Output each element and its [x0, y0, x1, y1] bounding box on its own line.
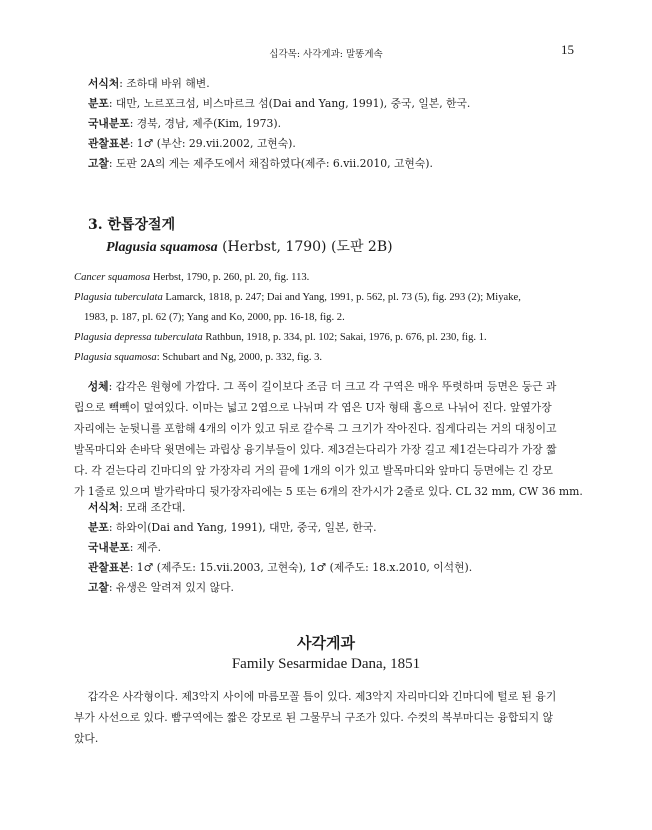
species-sci-line — [106, 236, 393, 256]
domestic-text: : 경북, 경남, 제주(Kim, 1973). — [129, 117, 282, 130]
prev-species-info — [88, 74, 588, 174]
remarks-text: : 유생은 알려져 있지 않다. — [108, 581, 234, 594]
remarks-line — [88, 578, 588, 598]
species-sci-name: Plagusia squamosa — [106, 240, 218, 255]
distribution-text: : 하와이(Dai and Yang, 1991), 대만, 중국, 일본, 한국. — [108, 521, 377, 534]
distribution-line — [88, 94, 588, 114]
habitat-label: 서식처 — [88, 501, 120, 514]
specimens-label: 관찰표본 — [88, 137, 130, 150]
synonym-entry — [74, 268, 594, 288]
synonym-ref: Lamarck, 1818, p. 247; Dai and Yang, 1991, p. 562, pl. 73 (5), fig. 293 (2); Miyake, — [162, 292, 521, 303]
intro-line: 부가 사선으로 있다. 빰구역에는 짧은 강모로 된 그물무늬 구조가 있다. 수컷의 복부마디는 융합되지 않 — [74, 711, 554, 724]
synonym-name: Cancer squamosa — [74, 272, 151, 283]
description-text: : 갑각은 원형에 가깝다. 그 폭이 길이보다 조금 더 크고 각 구역은 매우 뚜렷하며 등면은 둥근 과 — [108, 380, 557, 393]
habitat-label: 서식처 — [88, 77, 120, 90]
family-intro-paragraph — [74, 686, 588, 749]
species-number-title: 3. 한톱장절게 — [88, 217, 176, 233]
synonym-entry — [74, 288, 594, 308]
distribution-label: 분포 — [88, 521, 109, 534]
description-line: 다. 각 걷는다리 긴마디의 앞 가장자리 거의 끝에 1개의 이가 있고 발목마디와 앞마디 등면에는 긴 강모 — [74, 464, 553, 477]
description-line: 자리에는 눈뒷니를 포함해 4개의 이가 있고 뒤로 갈수록 그 크기가 작아진다. 집게다리는 거의 대칭이고 — [74, 422, 557, 435]
domestic-label: 국내분포 — [88, 541, 130, 554]
distribution-label: 분포 — [88, 97, 109, 110]
intro-line: 았다. — [74, 732, 99, 745]
habitat-line — [88, 74, 588, 94]
habitat-text: : 조하대 바위 해변. — [119, 77, 210, 90]
remarks-label: 고찰 — [88, 157, 109, 170]
description-label: 성체 — [87, 380, 109, 393]
remarks-label: 고찰 — [88, 581, 109, 594]
domestic-line — [88, 538, 588, 558]
species-heading — [88, 214, 393, 255]
synonym-ref: Rathbun, 1918, p. 334, pl. 102; Sakai, 1976, p. 676, pl. 230, fig. 1. — [202, 332, 487, 343]
specimens-text: : 1♂ (제주도: 15.vii.2003, 고현숙), 1♂ (제주도: 18.x.2010, 이석현). — [129, 561, 473, 574]
synonym-name: Plagusia squamosa — [74, 352, 157, 363]
family-name-ko: 사각게과 — [297, 634, 355, 652]
synonym-name: Plagusia tuberculata — [74, 292, 163, 303]
description-line: 립으로 빽빽이 덮여있다. 이마는 넓고 2엽으로 나뉘며 각 엽은 U자 형태 홈으로 나뉘어 진다. 앞옆가장 — [74, 401, 552, 414]
domestic-text: : 제주. — [129, 541, 162, 554]
family-name-en: Family Sesarmidae Dana, 1851 — [231, 656, 421, 672]
specimens-label: 관찰표본 — [88, 561, 130, 574]
synonym-entry — [74, 348, 594, 368]
specimens-line — [88, 134, 588, 154]
habitat-text: : 모래 조간대. — [119, 501, 186, 514]
domestic-label: 국내분포 — [88, 117, 130, 130]
synonym-entry — [74, 328, 594, 348]
synonym-name: Plagusia depressa tuberculata — [74, 332, 203, 343]
remarks-line — [88, 154, 588, 174]
species-authority: (Herbst, 1790) (도판 2B) — [217, 239, 393, 255]
species-info — [88, 498, 588, 598]
description-line: 발목마디와 손바닥 윗면에는 과립상 융기부들이 있다. 제3걷는다리가 가장 길고 제1걷는다리가 가장 짧 — [74, 443, 557, 456]
remarks-text: : 도판 2A의 게는 제주도에서 채집하였다(제주: 6.vii.2010, 고현숙). — [108, 157, 433, 170]
intro-text: 갑각은 사각형이다. 제3악지 사이에 마름모꼴 틈이 있다. 제3악지 자리마디와 긴마디에 털로 된 융기 — [87, 690, 557, 703]
synonymy-list — [74, 268, 594, 368]
synonym-ref: Herbst, 1790, p. 260, pl. 20, fig. 113. — [150, 272, 310, 283]
specimens-text: : 1♂ (부산: 29.vii.2002, 고현숙). — [129, 137, 296, 150]
distribution-line — [88, 518, 588, 538]
intro-line — [74, 686, 588, 707]
synonym-continuation: 1983, p. 187, pl. 62 (7); Yang and Ko, 2000, pp. 16-18, fig. 2. — [84, 312, 345, 323]
specimens-line — [88, 558, 588, 578]
running-head-title: 십각목: 사각게과: 말똥게속 — [269, 49, 383, 60]
description-line: 가 1줄로 있으며 발가락마디 뒷가장자리에는 5 또는 6개의 잔가시가 2줄로 있다. CL 32 mm, CW 36 mm. — [74, 485, 583, 498]
habitat-line — [88, 498, 588, 518]
page-number: 15 — [561, 42, 574, 57]
distribution-text: : 대만, 노르포크섬, 비스마르크 섬(Dai and Yang, 1991), 중국, 일본, 한국. — [108, 97, 471, 110]
domestic-line — [88, 114, 588, 134]
synonym-ref: : Schubart and Ng, 2000, p. 332, fig. 3. — [156, 352, 323, 363]
description-paragraph — [74, 376, 588, 502]
description-line — [74, 376, 588, 397]
